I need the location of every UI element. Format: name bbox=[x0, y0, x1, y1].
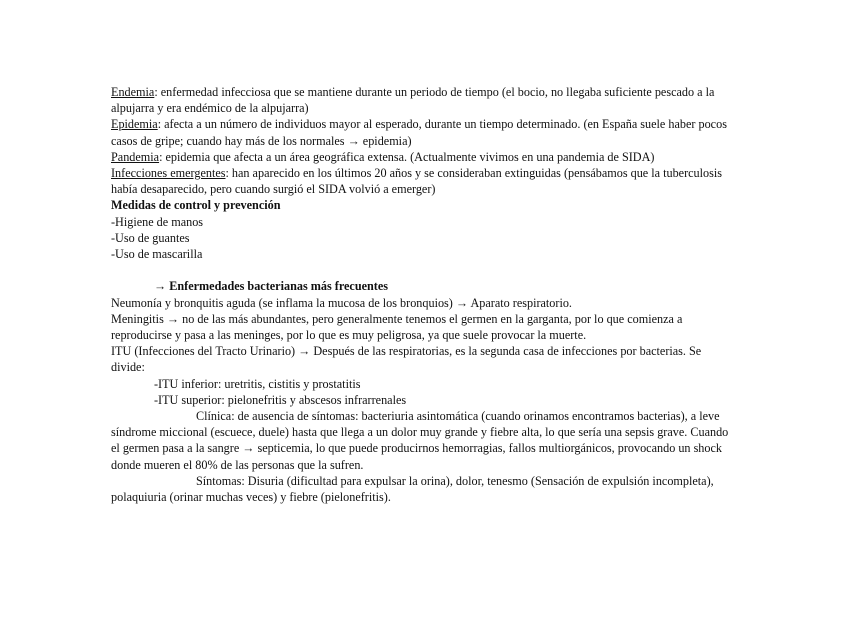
definition-pandemia bbox=[111, 149, 737, 165]
term-endemia: Endemia bbox=[111, 85, 155, 99]
itu-superior-item: -ITU superior: pielonefritis y abscesos infrarrenales bbox=[154, 392, 407, 407]
clinica-paragraph: Clínica: de ausencia de síntomas: bacteriuria asintomática (cuando orinamos encontramos bacterias), a leve síndrome miccional (escuece, duele) hasta que llega a un dolor muy grande y fiebre alta, lo que sería una sepsis grave. Cuando el germen pasa a la sangre → septicemia, lo que puede producirnos hemorragias, fallos multiorgánicos, provocando un shock donde mueren el 80% de las personas que la sufren. bbox=[111, 409, 729, 472]
bacterial-heading: → Enfermedades bacterianas más frecuentes bbox=[154, 279, 389, 294]
term-epidemia: Epidemia bbox=[111, 117, 158, 132]
term-infecciones-emergentes: Infecciones emergentes bbox=[111, 166, 226, 181]
control-item-guantes: -Uso de guantes bbox=[111, 230, 190, 245]
itu-inferior-item: -ITU inferior: uretritis, cistitis y prostatitis bbox=[154, 376, 361, 391]
term-pandemia: Pandemia bbox=[111, 149, 160, 164]
document-page bbox=[111, 84, 737, 505]
neumonia-paragraph: Neumonía y bronquitis aguda (se inflama la mucosa de los bronquios) → Aparato respiratorio. bbox=[111, 295, 572, 310]
definition-pandemia-text: : epidemia que afecta a un área geográfica extensa. (Actualmente vivimos en una pandemia de SIDA) bbox=[159, 149, 655, 164]
definition-endemia bbox=[111, 84, 737, 116]
definition-epidemia bbox=[111, 116, 737, 148]
blank-line bbox=[111, 262, 737, 278]
definition-infecciones-emergentes bbox=[111, 165, 737, 197]
control-item-manos: -Higiene de manos bbox=[111, 214, 204, 229]
meningitis-paragraph: Meningitis → no de las más abundantes, pero generalmente tenemos el germen en la garganta, por lo que comienza a reproducirse y pasa a las meninges, por lo que es muy peligrosa, ya que suele provocar la muerte. bbox=[111, 311, 683, 343]
itu-paragraph: ITU (Infecciones del Tracto Urinario) → Después de las respiratorias, es la segunda casa de infecciones por bacterias. Se divide: bbox=[111, 344, 702, 375]
control-item-mascarilla: -Uso de mascarilla bbox=[111, 247, 203, 262]
definition-infecciones-emergentes-text: : han aparecido en los últimos 20 años y se consideraban extinguidas (pensábamos que la tuberculosis había desaparecido, pero cuando surgió el SIDA volvió a emerger) bbox=[111, 166, 723, 197]
definition-endemia-text: : enfermedad infecciosa que se mantiene durante un periodo de tiempo (el bocio, no llegaba suficiente pescado a la alpujarra y era endémico de la alpujarra) bbox=[111, 85, 715, 116]
definition-epidemia-text: : afecta a un número de individuos mayor al esperado, durante un tiempo determinado. (en España suele haber pocos casos de gripe; cuando hay más de los normales → epidemia) bbox=[111, 117, 727, 148]
sintomas-paragraph: Síntomas: Disuria (dificultad para expulsar la orina), dolor, tenesmo (Sensación de expulsión incompleta), polaquiuria (orinar muchas veces) y fiebre (pielonefritis). bbox=[111, 473, 714, 505]
control-heading: Medidas de control y prevención bbox=[111, 198, 281, 213]
